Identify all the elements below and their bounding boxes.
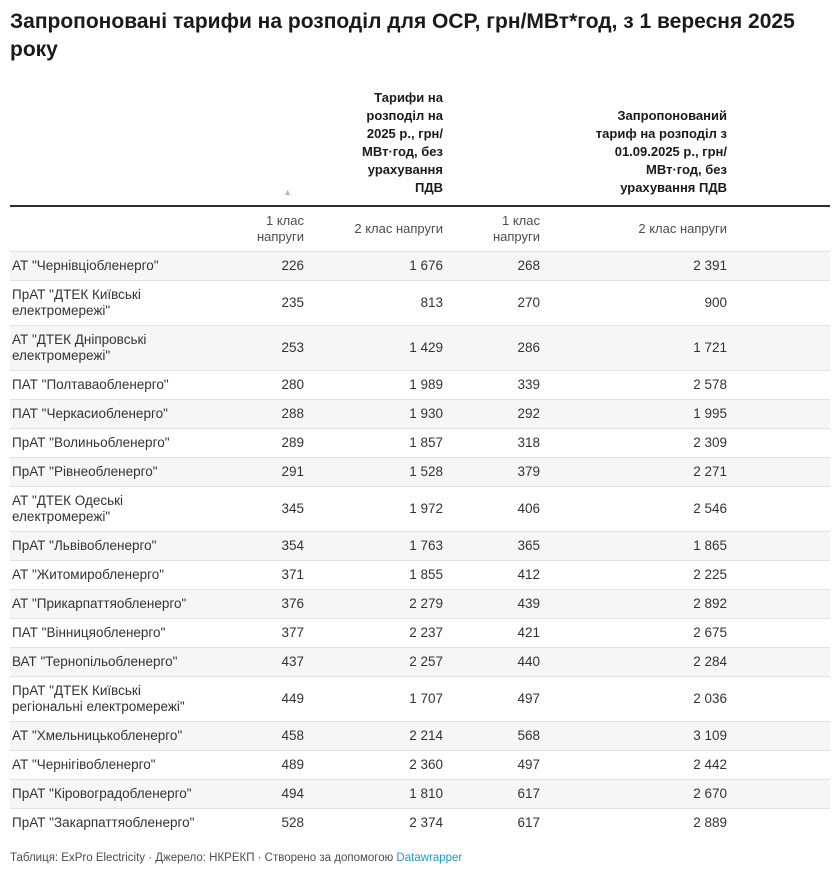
company-name: ПрАТ "Рівнеобленерго" — [12, 464, 158, 479]
tariff-proposed-class2: 2 675 — [693, 625, 727, 640]
tariff-2025-class2: 1 707 — [409, 691, 443, 706]
group-header-empty-cell — [10, 74, 200, 206]
sort-ascending-icon[interactable]: ▲ — [283, 187, 292, 197]
tariff-proposed-class2: 2 284 — [693, 654, 727, 669]
tariff-proposed-class1: 318 — [517, 435, 540, 450]
tariff-proposed-class1: 421 — [517, 625, 540, 640]
company-name: ПАТ "Черкасиобленерго" — [12, 406, 168, 421]
tariff-2025-class2: 1 429 — [409, 340, 443, 355]
table-head — [10, 74, 830, 252]
company-name: ПрАТ "ДТЕК Київські електромережі" — [12, 287, 141, 318]
tariff-proposed-class1: 412 — [517, 567, 540, 582]
page-title: Запропоновані тарифи на розподіл для ОСР, грн/МВт*год, з 1 вересня 2025 року — [10, 10, 795, 61]
table-row — [10, 458, 830, 487]
company-name: АТ "Житомиробленерго" — [12, 567, 165, 582]
row-filler-cell — [733, 590, 830, 619]
tariff-2025-class1: 494 — [281, 786, 304, 801]
footer-text: Таблиця: ExPro Electricity · Джерело: НКРЕКП · Створено за допомогою — [10, 852, 397, 864]
tariff-proposed-class2: 3 109 — [693, 728, 727, 743]
table-row — [10, 281, 830, 326]
tariff-proposed-class1: 406 — [517, 501, 540, 516]
company-name: АТ "Прикарпаттяобленерго" — [12, 596, 187, 611]
tariff-2025-class2: 1 528 — [409, 464, 443, 479]
table-row — [10, 780, 830, 809]
tariff-proposed-class1: 339 — [517, 377, 540, 392]
tariff-proposed-class1: 440 — [517, 654, 540, 669]
tariff-2025-class1: 354 — [281, 538, 304, 553]
tariff-2025-class1: 235 — [281, 295, 304, 310]
tariff-proposed-class2: 1 995 — [693, 406, 727, 421]
table-row — [10, 677, 830, 722]
column-header-class1-2025[interactable] — [200, 206, 310, 252]
tariff-2025-class1: 253 — [281, 340, 304, 355]
tariff-2025-class2: 2 374 — [409, 815, 443, 830]
tariff-proposed-class2: 2 889 — [693, 815, 727, 830]
tariff-proposed-class1: 617 — [517, 786, 540, 801]
column-header-filler — [733, 206, 830, 252]
tariff-proposed-class1: 379 — [517, 464, 540, 479]
table-body — [10, 252, 830, 838]
tariff-2025-class1: 289 — [281, 435, 304, 450]
row-filler-cell — [733, 809, 830, 838]
company-name: ПрАТ "ДТЕК Київські регіональні електромережі" — [12, 683, 185, 714]
company-name: ВАТ "Тернопільобленерго" — [12, 654, 178, 669]
table-row — [10, 809, 830, 838]
column-header-label: 1 клас напруги — [256, 213, 304, 244]
row-filler-cell — [733, 722, 830, 751]
tariff-2025-class1: 376 — [281, 596, 304, 611]
column-header-class1-proposed[interactable] — [449, 206, 546, 252]
tariff-2025-class2: 1 972 — [409, 501, 443, 516]
row-filler-cell — [733, 326, 830, 371]
row-filler-cell — [733, 619, 830, 648]
group-header-spacer-cell — [449, 74, 546, 206]
tariff-proposed-class1: 270 — [517, 295, 540, 310]
group-header-2025-cell — [310, 74, 449, 206]
company-name: АТ "ДТЕК Дніпровські електромережі" — [12, 332, 147, 363]
tariff-proposed-class2: 2 391 — [693, 258, 727, 273]
column-header-label: 2 клас напруги — [354, 221, 443, 236]
row-filler-cell — [733, 371, 830, 400]
table-row — [10, 751, 830, 780]
row-filler-cell — [733, 751, 830, 780]
tariff-proposed-class2: 1 721 — [693, 340, 727, 355]
column-header-class2-proposed[interactable] — [546, 206, 733, 252]
tariff-2025-class1: 345 — [281, 501, 304, 516]
tariff-2025-class1: 377 — [281, 625, 304, 640]
tariff-proposed-class2: 900 — [704, 295, 727, 310]
column-header-class2-2025[interactable] — [310, 206, 449, 252]
tariff-2025-class1: 280 — [281, 377, 304, 392]
group-header-proposed: Запропонований тариф на розподіл з 01.09.2025 р., грн/МВт·год, без урахування ПДВ — [595, 108, 727, 195]
tariff-2025-class1: 291 — [281, 464, 304, 479]
table-row — [10, 252, 830, 281]
tariff-2025-class1: 528 — [281, 815, 304, 830]
table-row — [10, 487, 830, 532]
row-filler-cell — [733, 677, 830, 722]
table-row — [10, 648, 830, 677]
company-name: ПрАТ "Львівобленерго" — [12, 538, 157, 553]
tariff-proposed-class1: 497 — [517, 757, 540, 772]
column-header-label: 1 клас напруги — [492, 213, 540, 244]
column-header-label: 2 клас напруги — [638, 221, 727, 236]
tariff-2025-class2: 2 237 — [409, 625, 443, 640]
company-name: АТ "Чернігівобленерго" — [12, 757, 156, 772]
tariff-proposed-class2: 2 309 — [693, 435, 727, 450]
column-header-company[interactable] — [10, 206, 200, 252]
group-header-row — [10, 74, 830, 206]
group-header-2025: Тарифи на розподіл на 2025 р., грн/МВт·год, без урахування ПДВ — [362, 90, 443, 195]
table-row — [10, 619, 830, 648]
company-name: ПАТ "Полтаваобленерго" — [12, 377, 169, 392]
tariff-2025-class1: 226 — [281, 258, 304, 273]
tariff-proposed-class2: 1 865 — [693, 538, 727, 553]
tariff-proposed-class2: 2 578 — [693, 377, 727, 392]
tariff-2025-class1: 489 — [281, 757, 304, 772]
tariff-2025-class1: 449 — [281, 691, 304, 706]
tariff-2025-class2: 2 257 — [409, 654, 443, 669]
tariff-proposed-class1: 568 — [517, 728, 540, 743]
row-filler-cell — [733, 561, 830, 590]
tariff-proposed-class2: 2 271 — [693, 464, 727, 479]
tariff-2025-class1: 288 — [281, 406, 304, 421]
tariff-2025-class2: 1 857 — [409, 435, 443, 450]
row-filler-cell — [733, 780, 830, 809]
table-row — [10, 429, 830, 458]
tariff-proposed-class1: 286 — [517, 340, 540, 355]
company-name: АТ "Чернівціобленерго" — [12, 258, 159, 273]
group-header-filler-cell — [733, 74, 830, 206]
tariff-proposed-class1: 617 — [517, 815, 540, 830]
tariff-2025-class2: 2 279 — [409, 596, 443, 611]
row-filler-cell — [733, 648, 830, 677]
tariff-proposed-class1: 292 — [517, 406, 540, 421]
tariff-proposed-class1: 497 — [517, 691, 540, 706]
tariff-2025-class2: 1 855 — [409, 567, 443, 582]
tariff-proposed-class2: 2 036 — [693, 691, 727, 706]
group-header-proposed-cell — [546, 74, 733, 206]
tariff-proposed-class1: 439 — [517, 596, 540, 611]
row-filler-cell — [733, 400, 830, 429]
table-row — [10, 371, 830, 400]
datawrapper-link[interactable]: Datawrapper — [396, 852, 463, 864]
tariff-proposed-class1: 268 — [517, 258, 540, 273]
company-name: ПрАТ "Закарпаттяобленерго" — [12, 815, 195, 830]
row-filler-cell — [733, 487, 830, 532]
tariff-table — [10, 74, 830, 837]
company-name: АТ "ДТЕК Одеські електромережі" — [12, 493, 124, 524]
footer — [10, 851, 830, 866]
row-filler-cell — [733, 429, 830, 458]
company-name: ПАТ "Вінницяобленерго" — [12, 625, 166, 640]
sort-cell — [200, 74, 310, 206]
tariff-proposed-class2: 2 892 — [693, 596, 727, 611]
tariff-2025-class1: 458 — [281, 728, 304, 743]
tariff-2025-class2: 2 360 — [409, 757, 443, 772]
row-filler-cell — [733, 458, 830, 487]
tariff-2025-class2: 813 — [420, 295, 443, 310]
tariff-2025-class2: 1 989 — [409, 377, 443, 392]
company-name: ПрАТ "Кіровоградобленерго" — [12, 786, 192, 801]
tariff-2025-class2: 1 810 — [409, 786, 443, 801]
row-filler-cell — [733, 252, 830, 281]
tariff-proposed-class1: 365 — [517, 538, 540, 553]
tariff-2025-class2: 1 676 — [409, 258, 443, 273]
tariff-proposed-class2: 2 442 — [693, 757, 727, 772]
table-row — [10, 722, 830, 751]
table-row — [10, 561, 830, 590]
table-row — [10, 590, 830, 619]
tariff-2025-class1: 371 — [281, 567, 304, 582]
tariff-2025-class2: 2 214 — [409, 728, 443, 743]
row-filler-cell — [733, 532, 830, 561]
tariff-proposed-class2: 2 670 — [693, 786, 727, 801]
tariff-2025-class2: 1 930 — [409, 406, 443, 421]
company-name: АТ "Хмельницькобленерго" — [12, 728, 183, 743]
row-filler-cell — [733, 281, 830, 326]
table-row — [10, 532, 830, 561]
table-row — [10, 326, 830, 371]
column-header-row — [10, 206, 830, 252]
tariff-2025-class2: 1 763 — [409, 538, 443, 553]
tariff-proposed-class2: 2 225 — [693, 567, 727, 582]
table-row — [10, 400, 830, 429]
tariff-2025-class1: 437 — [281, 654, 304, 669]
tariff-proposed-class2: 2 546 — [693, 501, 727, 516]
company-name: ПрАТ "Волиньобленерго" — [12, 435, 170, 450]
